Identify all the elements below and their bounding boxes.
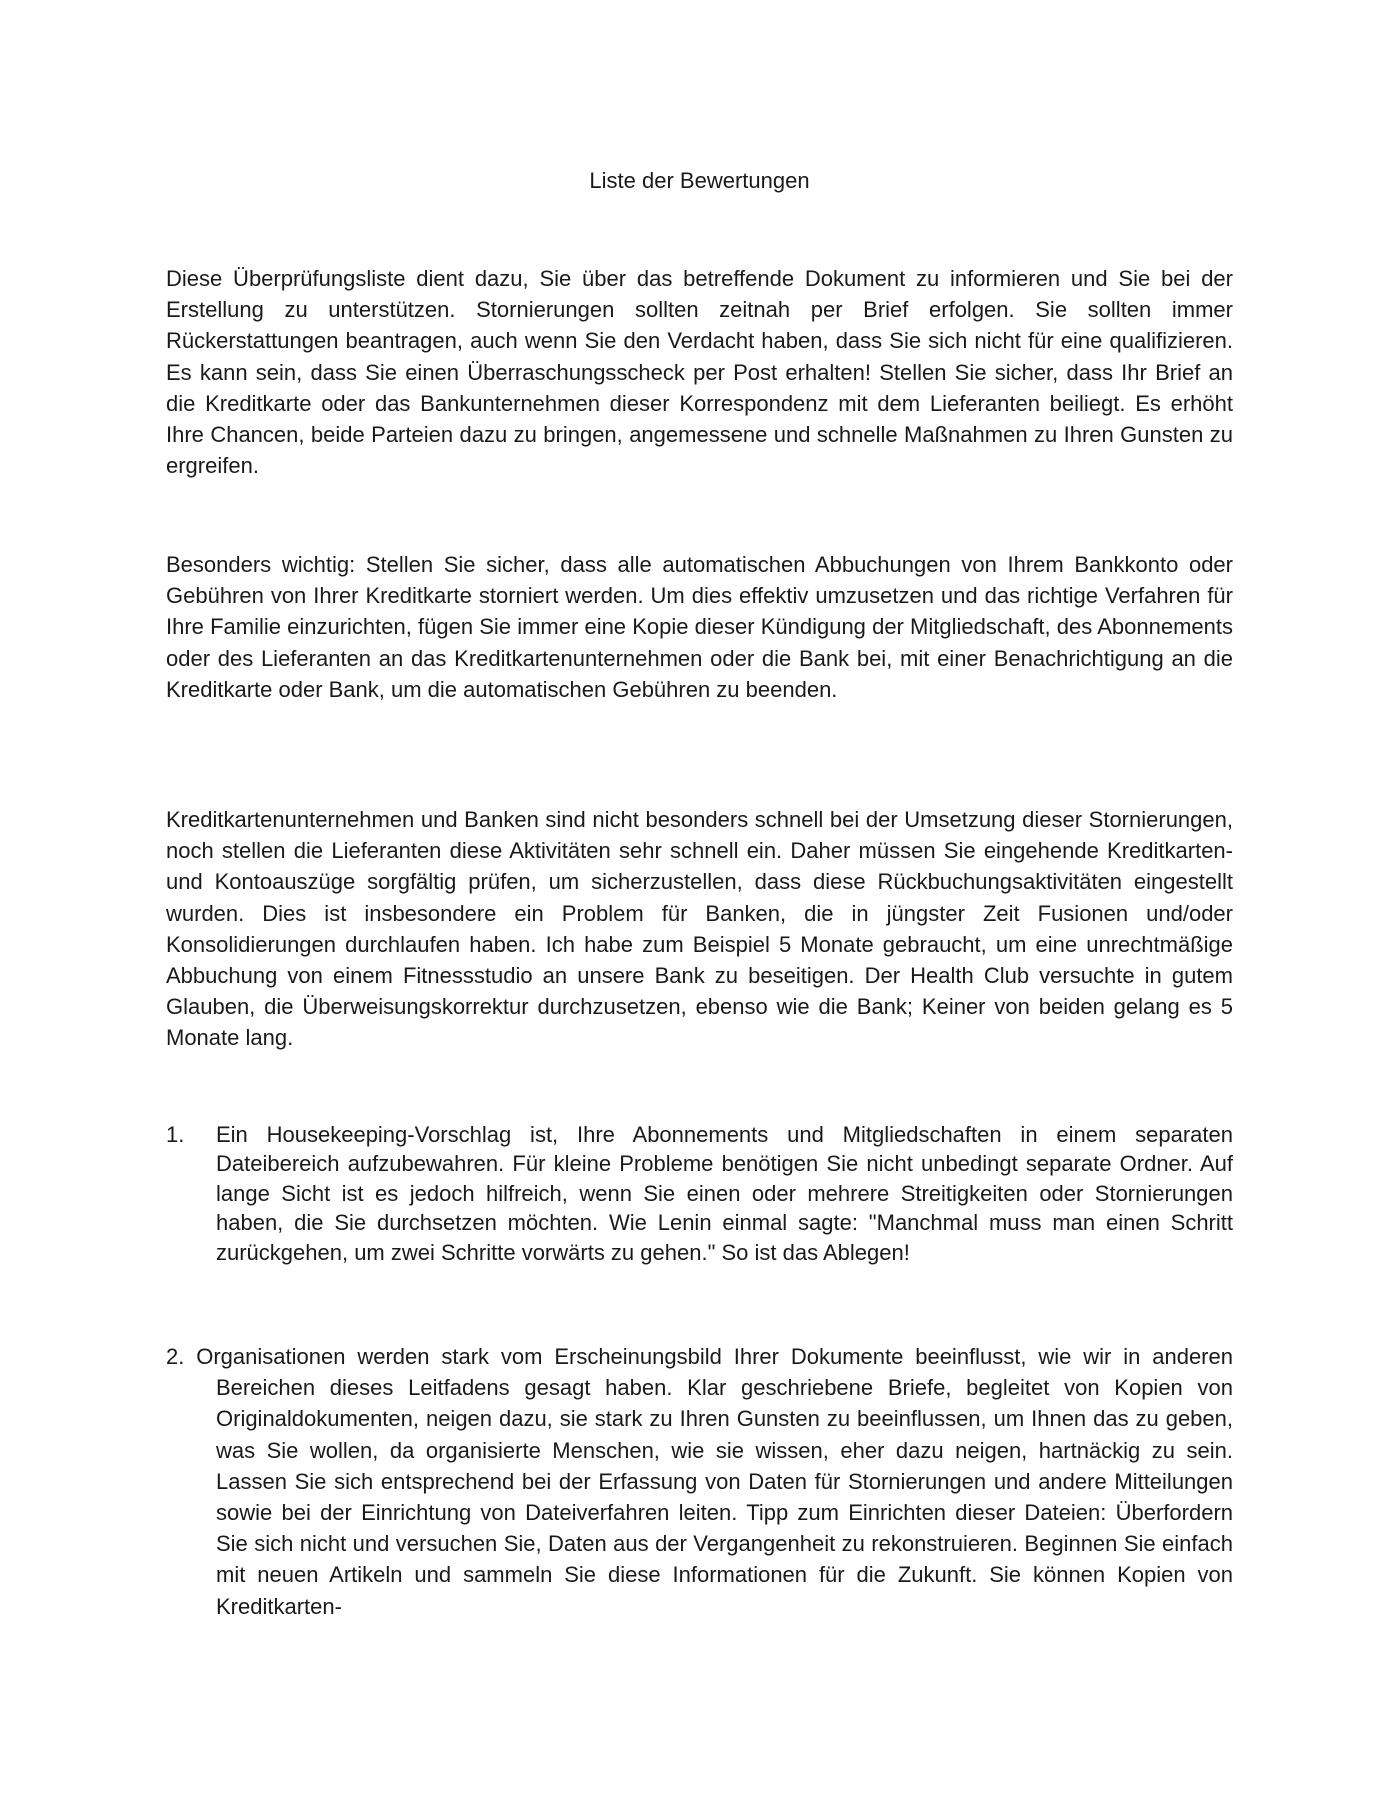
document-page <box>166 0 1233 1812</box>
list-item-content: Organisationen werden stark vom Erscheinungsbild Ihrer Dokumente beeinflusst, wie wir in anderen Bereichen dieses Leitfadens gesagt haben. Klar geschriebene Briefe, begleitet von Kopien von Originaldokumenten, neigen dazu, sie stark zu Ihren Gunsten zu beeinflussen, um Ihnen das zu geben, was Sie wollen, da organisierte Menschen, wie sie wissen, eher dazu neigen, hartnäckig zu sein. Lassen Sie sich entsprechend bei der Erfassung von Daten für Stornierungen und andere Mitteilungen sowie bei der Einrichtung von Dateiverfahren leiten. Tipp zum Einrichten dieser Dateien: Überfordern Sie sich nicht und versuchen Sie, Daten aus der Vergangenheit zu rekonstruieren. Beginnen Sie einfach mit neuen Artikeln und sammeln Sie diese Informationen für die Zukunft. Sie können Kopien von Kreditkarten- <box>196 1344 1233 1619</box>
paragraph-banks: Kreditkartenunternehmen und Banken sind nicht besonders schnell bei der Umsetzung dieser Stornierungen, noch stellen die Lieferanten diese Aktivitäten sehr schnell ein. Daher müssen Sie eingehende Kreditkarten- und Kontoauszüge sorgfältig prüfen, um sicherzustellen, dass diese Rückbuchungsaktivitäten eingestellt wurden. Dies ist insbesondere ein Problem für Banken, die in jüngster Zeit Fusionen und/oder Konsolidierungen durchlaufen haben. Ich habe zum Beispiel 5 Monate gebraucht, um eine unrechtmäßige Abbuchung von einem Fitnessstudio an unsere Bank zu beseitigen. Der Health Club versuchte in gutem Glauben, die Überweisungskorrektur durchzusetzen, ebenso wie die Bank; Keiner von beiden gelang es 5 Monate lang. <box>166 807 1233 1051</box>
list-item-text <box>166 1341 1233 1622</box>
paragraph-intro: Diese Überprüfungsliste dient dazu, Sie über das betreffende Dokument zu informieren und Sie bei der Erstellung zu unterstützen. Stornierungen sollten zeitnah per Brief erfolgen. Sie sollten immer Rückerstattungen beantragen, auch wenn Sie den Verdacht haben, dass Sie sich nicht für eine qualifizieren. Es kann sein, dass Sie einen Überraschungsscheck per Post erhalten! Stellen Sie sicher, dass Ihr Brief an die Kreditkarte oder das Bankunternehmen dieser Korrespondenz mit dem Lieferanten beiliegt. Es erhöht Ihre Chancen, beide Parteien dazu zu bringen, angemessene und schnelle Maßnahmen zu Ihren Gunsten zu ergreifen. <box>166 266 1233 479</box>
list-item-text: Ein Housekeeping-Vorschlag ist, Ihre Abonnements und Mitgliedschaften in einem separaten Dateibereich aufzubewahren. Für kleine Probleme benötigen Sie nicht unbedingt separate Ordner. Auf lange Sicht ist es jedoch hilfreich, wenn Sie einen oder mehrere Streitigkeiten oder Stornierungen haben, die Sie durchsetzen möchten. Wie Lenin einmal sagte: "Manchmal muss man einen Schritt zurückgehen, um zwei Schritte vorwärts zu gehen." So ist das Ablegen! <box>216 1122 1233 1265</box>
list-item-number: 2. <box>166 1344 185 1369</box>
list-item-1 <box>166 1120 1233 1267</box>
paragraph-important: Besonders wichtig: Stellen Sie sicher, dass alle automatischen Abbuchungen von Ihrem Bankkonto oder Gebühren von Ihrer Kreditkarte storniert werden. Um dies effektiv umzusetzen und das richtige Verfahren für Ihre Familie einzurichten, fügen Sie immer eine Kopie dieser Kündigung der Mitgliedschaft, des Abonnements oder des Lieferanten an das Kreditkartenunternehmen oder die Bank bei, mit einer Benachrichtigung an die Kreditkarte oder Bank, um die automatischen Gebühren zu beenden. <box>166 552 1233 702</box>
page-title: Liste der Bewertungen <box>589 168 810 193</box>
list-item-2 <box>166 1341 1233 1622</box>
list-item-number: 1. <box>166 1122 185 1147</box>
